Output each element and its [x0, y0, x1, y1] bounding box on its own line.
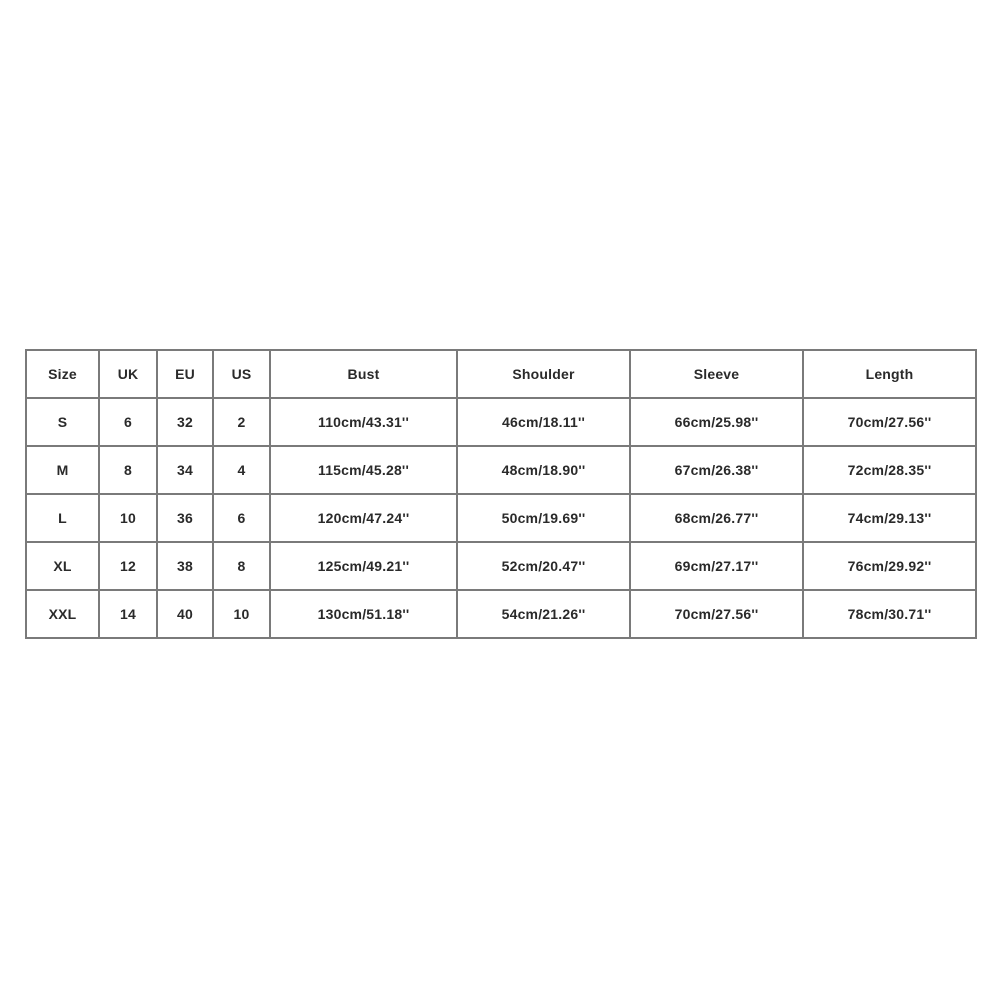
size-chart-header — [26, 350, 976, 398]
cell-uk: 12 — [99, 542, 157, 590]
header-bust: Bust — [270, 350, 457, 398]
header-length: Length — [803, 350, 976, 398]
cell-us: 8 — [213, 542, 270, 590]
header-size: Size — [26, 350, 99, 398]
cell-shoulder: 52cm/20.47'' — [457, 542, 630, 590]
cell-us: 2 — [213, 398, 270, 446]
cell-shoulder: 48cm/18.90'' — [457, 446, 630, 494]
cell-us: 6 — [213, 494, 270, 542]
cell-length: 74cm/29.13'' — [803, 494, 976, 542]
table-row — [26, 398, 976, 446]
cell-bust: 125cm/49.21'' — [270, 542, 457, 590]
cell-eu: 38 — [157, 542, 213, 590]
cell-bust: 130cm/51.18'' — [270, 590, 457, 638]
cell-size: M — [26, 446, 99, 494]
cell-bust: 110cm/43.31'' — [270, 398, 457, 446]
cell-us: 4 — [213, 446, 270, 494]
cell-length: 72cm/28.35'' — [803, 446, 976, 494]
cell-us: 10 — [213, 590, 270, 638]
cell-size: S — [26, 398, 99, 446]
cell-sleeve: 68cm/26.77'' — [630, 494, 803, 542]
header-sleeve: Sleeve — [630, 350, 803, 398]
cell-uk: 10 — [99, 494, 157, 542]
header-us: US — [213, 350, 270, 398]
cell-uk: 6 — [99, 398, 157, 446]
cell-sleeve: 69cm/27.17'' — [630, 542, 803, 590]
cell-sleeve: 67cm/26.38'' — [630, 446, 803, 494]
cell-bust: 115cm/45.28'' — [270, 446, 457, 494]
cell-eu: 40 — [157, 590, 213, 638]
size-chart-body — [26, 398, 976, 638]
cell-length: 78cm/30.71'' — [803, 590, 976, 638]
cell-shoulder: 50cm/19.69'' — [457, 494, 630, 542]
cell-shoulder: 54cm/21.26'' — [457, 590, 630, 638]
table-row — [26, 590, 976, 638]
header-row — [26, 350, 976, 398]
cell-size: L — [26, 494, 99, 542]
cell-uk: 14 — [99, 590, 157, 638]
table-row — [26, 542, 976, 590]
cell-eu: 34 — [157, 446, 213, 494]
cell-bust: 120cm/47.24'' — [270, 494, 457, 542]
header-uk: UK — [99, 350, 157, 398]
cell-shoulder: 46cm/18.11'' — [457, 398, 630, 446]
table-row — [26, 446, 976, 494]
table-row — [26, 494, 976, 542]
cell-size: XXL — [26, 590, 99, 638]
header-shoulder: Shoulder — [457, 350, 630, 398]
cell-size: XL — [26, 542, 99, 590]
cell-sleeve: 66cm/25.98'' — [630, 398, 803, 446]
cell-sleeve: 70cm/27.56'' — [630, 590, 803, 638]
cell-length: 76cm/29.92'' — [803, 542, 976, 590]
cell-uk: 8 — [99, 446, 157, 494]
cell-eu: 36 — [157, 494, 213, 542]
header-eu: EU — [157, 350, 213, 398]
cell-length: 70cm/27.56'' — [803, 398, 976, 446]
size-chart-table — [25, 349, 977, 639]
cell-eu: 32 — [157, 398, 213, 446]
